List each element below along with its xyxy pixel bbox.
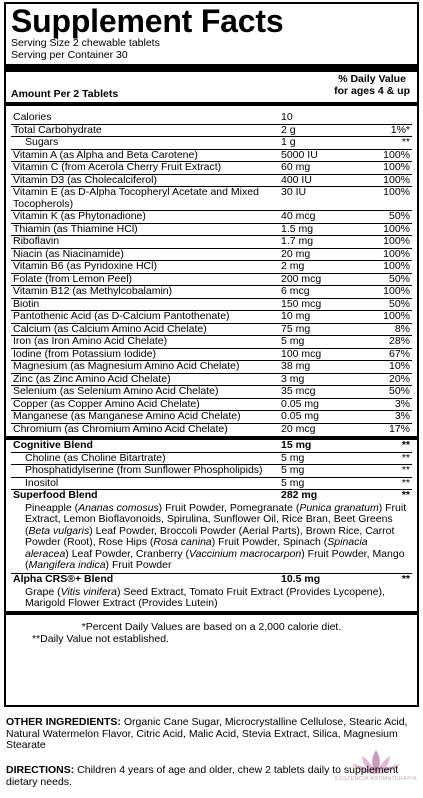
nutrient-amount: 100 mcg [281, 347, 322, 360]
ingredient-text: ) Fruit Powder, Pomegranate ( [158, 501, 300, 514]
nutrient-amount: 1.7 mg [281, 235, 314, 247]
nutrient-amount: 20 mg [281, 247, 311, 260]
ingredient-text: ) Fruit Powder, Mango ( [25, 547, 405, 572]
nutrient-name: Cognitive Blend [13, 439, 93, 451]
nutrient-amount: 1.5 mg [281, 222, 314, 235]
nutrient-name: Iodine (from Potassium Iodide) [13, 347, 156, 360]
nutrient-amount: 5 mg [281, 464, 305, 476]
thick-divider [6, 64, 417, 72]
nutrient-daily-value: ** [401, 451, 410, 464]
nutrient-amount: 282 mg [281, 489, 318, 501]
nutrient-row [11, 125, 412, 138]
nutrient-daily-value: 100% [383, 235, 410, 247]
nutrient-daily-value: ** [401, 439, 410, 451]
nutrient-name: Vitamin B6 (as Pyridoxine HCl) [13, 260, 157, 272]
nutrient-name: Folate (from Lemon Peel) [13, 272, 133, 285]
dv-header-line1: % Daily Value [338, 73, 406, 85]
ingredient-text: ) Fruit Powder, Spinach ( [211, 536, 328, 549]
nutrient-row [11, 224, 412, 237]
nutrient-daily-value: 100% [383, 173, 410, 186]
botanical-name: Vaccinium macrocarpon [189, 547, 302, 560]
ingredient-text: ) Seed Extract, Tomato Fruit Extract (Provides Lycopene), Marigold Flower Extract (Provides Lutein) [25, 585, 385, 610]
cognitive-blend-row [11, 440, 412, 453]
nutrient-amount: 2 g [281, 123, 296, 136]
blend-ingredients [11, 503, 412, 575]
nutrient-daily-value: 100% [383, 161, 410, 173]
nutrient-amount: 35 mcg [281, 385, 316, 397]
nutrient-row [11, 286, 412, 299]
nutrient-name: Riboflavin [13, 235, 60, 247]
nutrient-daily-value: 10% [388, 360, 410, 372]
nutrient-daily-value: 50% [388, 210, 410, 222]
nutrient-amount: 150 mcg [281, 297, 322, 310]
nutrient-amount: 6 mcg [281, 285, 310, 297]
botanical-name: Rosa canina [153, 536, 212, 549]
nutrient-row [11, 236, 412, 249]
ingredient-text: ) Fruit Extract, Lemon Bioflavonoids, Spirulina, Sunflower Oil, Rice Bran, Beet Greens ( [25, 501, 407, 537]
supplement-facts-panel [4, 2, 419, 707]
nutrient-amount: 15 mg [281, 439, 312, 451]
amount-header: Amount Per 2 Tablets [11, 88, 119, 100]
directions [6, 765, 417, 788]
nutrient-name: Phosphatidylserine (from Sunflower Phospholipids) [25, 464, 263, 476]
nutrient-row [11, 424, 412, 437]
nutrient-name: Manganese (as Manganese Amino Acid Chelate) [13, 410, 241, 422]
nutrient-amount: 30 IU [281, 186, 307, 198]
other-ingredients-label: OTHER INGREDIENTS: [6, 716, 121, 728]
nutrient-name: Iron (as Iron Amino Acid Chelate) [13, 335, 168, 347]
nutrient-daily-value: 28% [388, 335, 410, 347]
nutrient-amount: 1 g [281, 136, 296, 148]
nutrient-name: Superfood Blend [13, 489, 98, 501]
nutrient-name: Vitamin K (as Phytonadione) [13, 210, 146, 222]
superfood-blend-section [11, 490, 412, 574]
nutrient-daily-value: 20% [388, 372, 410, 385]
superfood-blend-row [11, 490, 412, 503]
ingredient-text: ) Fruit Powder [105, 559, 172, 572]
nutrient-row [11, 112, 412, 125]
nutrient-amount: 5 mg [281, 451, 305, 464]
nutrient-daily-value: ** [401, 476, 410, 489]
nutrient-row [11, 211, 412, 224]
nutrient-amount: 20 mcg [281, 422, 316, 435]
botanical-name: Beta vulgaris [28, 524, 90, 537]
nutrient-daily-value: 100% [383, 285, 410, 297]
directions-label: DIRECTIONS: [6, 764, 75, 776]
nutrient-daily-value: ** [401, 573, 410, 586]
nutrient-name: Sugars [25, 136, 59, 148]
nutrient-name: Thiamin (as Thiamine HCl) [13, 222, 138, 235]
nutrient-amount: 60 mg [281, 161, 311, 173]
nutrient-amount: 3 mg [281, 372, 305, 385]
botanical-name: Punica granatum [299, 501, 379, 514]
nutrient-name: Vitamin B12 (as Methylcobalamin) [13, 285, 173, 297]
blend-ingredients [6, 587, 417, 615]
nutrient-daily-value: 8% [394, 322, 410, 335]
nutrient-amount: 5 mg [281, 476, 305, 489]
nutrient-daily-value: 67% [388, 347, 410, 360]
nutrient-row [11, 162, 412, 175]
nutrient-name: Pantothenic Acid (as D-Calcium Pantothenate) [13, 310, 230, 322]
nutrient-name: Alpha CRS®+ Blend [13, 573, 114, 586]
nutrient-amount: 400 IU [281, 173, 312, 186]
nutrient-amount: 40 mcg [281, 210, 316, 222]
watermark-text: ESSZENCIA AROMATERÁPIA [335, 776, 417, 782]
nutrient-row [11, 261, 412, 274]
nutrient-amount: 38 mg [281, 360, 311, 372]
nutrient-row [11, 336, 412, 349]
nutrient-name: Selenium (as Selenium Amino Acid Chelate) [13, 385, 219, 397]
nutrient-name: Inositol [25, 476, 59, 489]
nutrient-daily-value: 100% [383, 186, 410, 198]
nutrient-amount: 10 mg [281, 310, 311, 322]
panel-title: Supplement Facts [11, 3, 284, 39]
nutrient-daily-value: 100% [383, 148, 410, 161]
botanical-name: Vitis vinifera [60, 585, 118, 598]
nutrient-name: Calories [13, 111, 52, 123]
footnotes [11, 621, 412, 645]
nutrient-name: Vitamin A (as Alpha and Beta Carotene) [13, 148, 198, 161]
nutrient-amount: 5000 IU [281, 148, 318, 161]
nutrient-daily-value: 100% [383, 222, 410, 235]
dv-header-line2: for ages 4 & up [334, 84, 410, 97]
nutrient-daily-value: ** [401, 464, 410, 476]
column-header [11, 72, 412, 102]
nutrient-name: Choline (as Choline Bitartrate) [25, 451, 166, 464]
nutrient-row [11, 411, 412, 424]
nutrient-daily-value: 3% [394, 397, 410, 410]
footnote-percent-dv: *Percent Daily Values are based on a 2,000 calorie diet. [81, 620, 342, 633]
nutrient-name: Vitamin C (from Acerola Cherry Fruit Extract) [13, 161, 222, 173]
nutrient-daily-value: 100% [383, 310, 410, 322]
nutrient-daily-value: 100% [383, 247, 410, 260]
alpha-crs-blend-row [11, 574, 412, 587]
nutrient-amount: 75 mg [281, 322, 311, 335]
directions-text: Children 4 years of age and older, chew 2 tablets daily to supplement dietary needs. [6, 764, 399, 788]
nutrient-name: Magnesium (as Magnesium Amino Acid Chelate) [13, 360, 240, 372]
alpha-crs-blend-section [11, 574, 412, 615]
nutrient-row [11, 311, 412, 324]
nutrient-name: Zinc (as Zinc Amino Acid Chelate) [13, 372, 171, 385]
nutrient-name: Vitamin D3 (as Cholecalciferol) [13, 173, 157, 186]
nutrient-row [11, 361, 412, 374]
nutrient-name: Copper (as Copper Amino Acid Chelate) [13, 397, 200, 410]
nutrient-row [11, 386, 412, 399]
nutrient-daily-value: 17% [388, 422, 410, 435]
footnote-dv-not-established: **Daily Value not established. [32, 632, 169, 645]
nutrient-amount: 0.05 mg [281, 410, 319, 422]
botanical-name: Spinacia aleracea [25, 536, 368, 560]
nutrient-daily-value: 50% [388, 272, 410, 285]
nutrient-daily-value: 50% [388, 297, 410, 310]
daily-value-header [334, 74, 410, 97]
ingredient-text: ) Leaf Powder, Cranberry ( [65, 547, 189, 560]
serving-size: Serving Size 2 chewable tablets [11, 37, 160, 49]
other-ingredients-text: Organic Cane Sugar, Microcrystalline Cellulose, Stearic Acid, Natural Watermelon Flavor, Citric Acid, Malic Acid, Stevia Extract, Silica, Magnesium Stearate [6, 716, 408, 751]
botanical-name: Mangifera indica [28, 559, 106, 572]
nutrient-daily-value: ** [401, 489, 410, 501]
nutrient-table [11, 112, 412, 436]
ingredient-text: Grape ( [25, 585, 61, 598]
serving-per-container: Serving per Container 30 [11, 48, 128, 61]
nutrient-name: Calcium (as Calcium Amino Acid Chelate) [13, 322, 207, 335]
cognitive-blend-section [11, 440, 412, 490]
nutrient-daily-value: 3% [394, 410, 410, 422]
nutrient-amount: 200 mcg [281, 272, 322, 285]
nutrient-name: Chromium (as Chromium Amino Acid Chelate) [13, 422, 228, 435]
nutrient-name: Biotin [13, 297, 40, 310]
botanical-name: Ananas comosus [78, 501, 159, 514]
nutrient-amount: 10 [281, 111, 293, 123]
nutrient-amount: 2 mg [281, 260, 305, 272]
nutrient-name: Niacin (as Niacinamide) [13, 247, 124, 260]
nutrient-daily-value: 1%* [390, 123, 410, 136]
nutrient-row [11, 187, 412, 211]
nutrient-amount: 0.05 mg [281, 397, 319, 410]
nutrient-amount: 10.5 mg [281, 573, 321, 586]
nutrient-name: Vitamin E (as D-Alpha Tocopheryl Acetate and Mixed Tocopherols) [13, 186, 259, 210]
ingredient-text: ) Leaf Powder, Broccoli Powder (Aerial Parts), Brown Rice, Carrot Powder (Root), Rose Hips ( [25, 524, 395, 549]
nutrient-row [11, 137, 412, 150]
cognitive-item-row [11, 465, 412, 478]
nutrient-daily-value: 100% [383, 260, 410, 272]
nutrient-amount: 5 mg [281, 335, 305, 347]
nutrient-daily-value: ** [401, 136, 410, 148]
nutrient-daily-value: 50% [388, 385, 410, 397]
nutrient-name: Total Carbohydrate [13, 123, 102, 136]
ingredient-text: Pineapple ( [25, 501, 79, 514]
